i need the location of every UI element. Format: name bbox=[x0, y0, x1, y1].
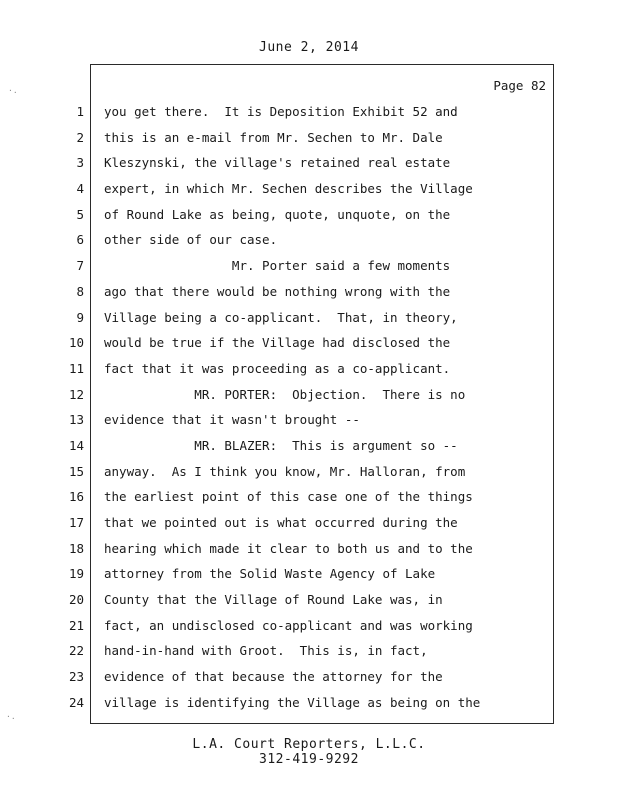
scan-speck: ·. bbox=[8, 86, 18, 95]
transcript-body bbox=[104, 99, 504, 716]
transcript-line: MR. PORTER: Objection. There is no bbox=[104, 386, 466, 402]
line-number: 23 bbox=[68, 669, 84, 685]
reporter-phone: 312-419-9292 bbox=[259, 752, 359, 767]
transcript-line: Mr. Porter said a few moments bbox=[104, 258, 451, 274]
transcript-line: evidence that it wasn't brought -- bbox=[104, 412, 360, 428]
line-number: 14 bbox=[68, 437, 84, 453]
line-number: 16 bbox=[68, 489, 84, 505]
transcript-line: would be true if the Village had disclosed the bbox=[104, 335, 451, 351]
line-number: 3 bbox=[76, 155, 84, 171]
line-number: 13 bbox=[68, 412, 84, 428]
transcript-line: fact, an undisclosed co-applicant and was working bbox=[104, 617, 473, 633]
transcript-line: attorney from the Solid Waste Agency of Lake bbox=[104, 566, 436, 582]
transcript-line: village is identifying the Village as being on the bbox=[104, 694, 481, 710]
transcript-line: anyway. As I think you know, Mr. Halloran, from bbox=[104, 463, 466, 479]
transcript-line: other side of our case. bbox=[104, 232, 278, 248]
transcript-line: MR. BLAZER: This is argument so -- bbox=[104, 437, 458, 453]
line-number: 9 bbox=[76, 309, 84, 325]
line-number: 4 bbox=[76, 181, 84, 197]
line-number: 5 bbox=[76, 206, 84, 222]
transcript-line: County that the Village of Round Lake was, in bbox=[104, 592, 443, 608]
line-number: 20 bbox=[68, 592, 84, 608]
transcript-line: Village being a co-applicant. That, in theory, bbox=[104, 309, 458, 325]
transcript-line: this is an e-mail from Mr. Sechen to Mr. Dale bbox=[104, 129, 443, 145]
reporter-name: L.A. Court Reporters, L.L.C. bbox=[192, 737, 426, 752]
line-number: 10 bbox=[68, 335, 84, 351]
line-number: 19 bbox=[68, 566, 84, 582]
line-number-column bbox=[60, 99, 84, 716]
reporter-footer bbox=[0, 737, 618, 767]
scan-speck: ·. bbox=[6, 712, 16, 721]
transcript-line: hand-in-hand with Groot. This is, in fact, bbox=[104, 643, 428, 659]
line-number: 22 bbox=[68, 643, 84, 659]
transcript-line: evidence of that because the attorney for the bbox=[104, 669, 443, 685]
transcript-line: fact that it was proceeding as a co-applicant. bbox=[104, 360, 451, 376]
line-number: 24 bbox=[68, 694, 84, 710]
transcript-line: ago that there would be nothing wrong with the bbox=[104, 283, 451, 299]
transcript-date: June 2, 2014 bbox=[259, 40, 359, 55]
line-number: 17 bbox=[68, 515, 84, 530]
line-number: 18 bbox=[68, 540, 84, 556]
line-number: 8 bbox=[76, 283, 84, 299]
line-number: 2 bbox=[76, 129, 84, 145]
transcript-line: that we pointed out is what occurred during the bbox=[104, 515, 458, 530]
transcript-line: Kleszynski, the village's retained real estate bbox=[104, 155, 451, 171]
transcript-line: you get there. It is Deposition Exhibit 52 and bbox=[104, 104, 458, 119]
transcript-line: hearing which made it clear to both us and to the bbox=[104, 540, 473, 556]
line-number: 21 bbox=[68, 617, 84, 633]
transcript-line: of Round Lake as being, quote, unquote, on the bbox=[104, 206, 451, 222]
line-number: 11 bbox=[68, 360, 84, 376]
page-number: Page 82 bbox=[493, 78, 546, 93]
line-number: 7 bbox=[76, 258, 84, 274]
transcript-line: the earliest point of this case one of the things bbox=[104, 489, 473, 505]
transcript-line: expert, in which Mr. Sechen describes the Village bbox=[104, 181, 473, 197]
line-number: 15 bbox=[68, 463, 84, 479]
line-number: 12 bbox=[68, 386, 84, 402]
line-number: 1 bbox=[76, 104, 84, 119]
line-number: 6 bbox=[76, 232, 84, 248]
